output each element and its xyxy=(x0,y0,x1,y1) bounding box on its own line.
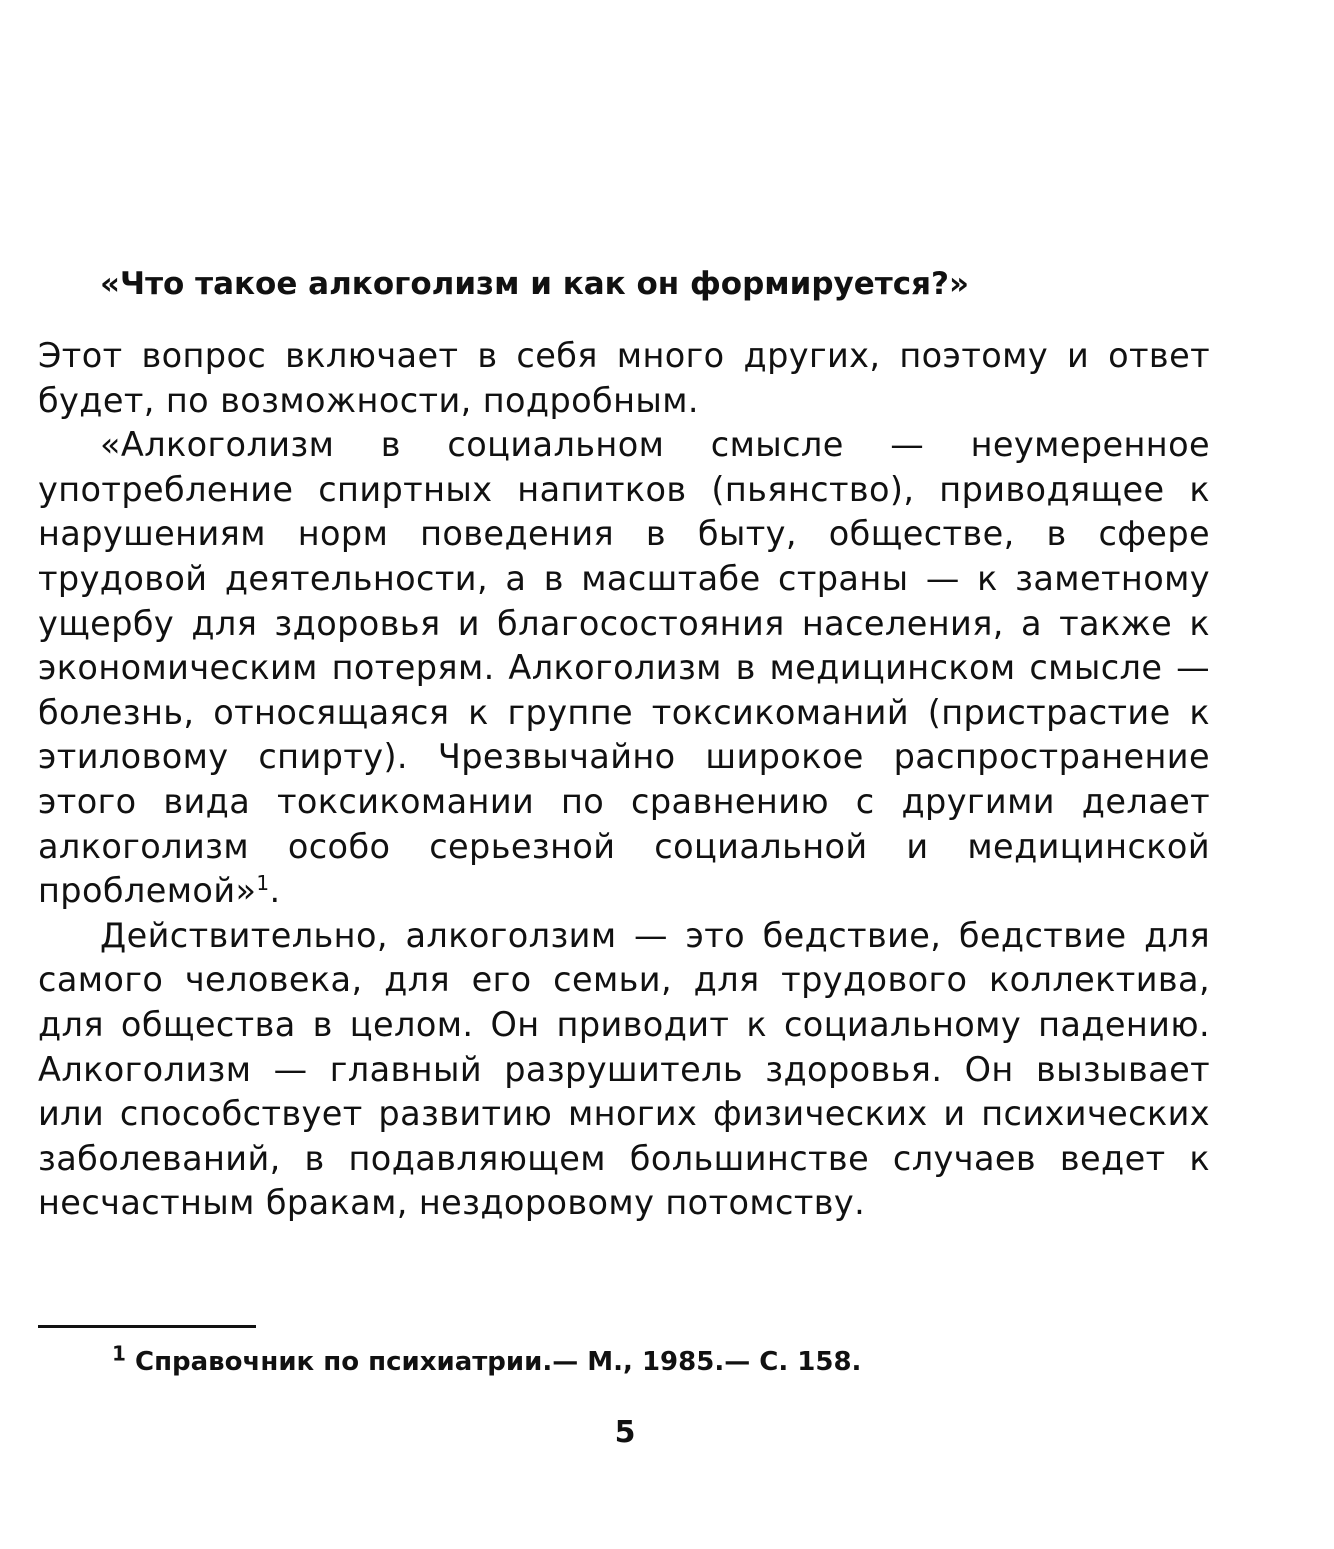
quote-text: «Алкоголизм в социальном смысле — неумеренное употребление спиртных напитков (пьянство), приводящее к нарушениям норм поведения в быту, обществе, в сфере трудовой деятельности, а в масштабе страны — к заметному ущербу для здоровья и благосостояния населения, а также к экономическим потерям. Алкоголизм в медицинском смысле — болезнь, относящаяся к группе токсикоманий (пристрастие к этиловому спирту). Чрезвычайно широкое распространение этого вида токсикомании по сравнению с другими делает алкоголизм особо серьезной социальной и медицинской проблемой» xyxy=(38,425,1210,911)
section-heading: «Что такое алкоголизм и как он формируется?» xyxy=(100,266,969,302)
footnote-reference: 1 xyxy=(256,870,270,895)
page-number: 5 xyxy=(614,1415,636,1450)
body-text xyxy=(38,334,1210,1226)
footnote-text: Справочник по психиатрии.— М., 1985.— С. 158. xyxy=(134,1347,862,1377)
paragraph-quote xyxy=(38,423,1210,914)
paragraph-conclusion: Действительно, алкоголзим — это бедствие, бедствие для самого человека, для его семьи, для трудового коллектива, для общества в целом. Он приводит к социальному падению. Алкоголизм — главный разрушитель здоровья. Он вызывает или способствует развитию многих физических и психических заболеваний, в подавляющем большинстве случаев ведет к несчастным бракам, нездоровому потомству. xyxy=(38,915,1210,1223)
footnote-marker: 1 xyxy=(112,1341,126,1366)
quote-end-punctuation: . xyxy=(269,871,281,911)
footnote-divider xyxy=(38,1325,256,1328)
footnote xyxy=(112,1341,862,1379)
paragraph-intro: Этот вопрос включает в себя много других, поэтому и ответ будет, по возможности, подробным. xyxy=(38,336,1210,420)
